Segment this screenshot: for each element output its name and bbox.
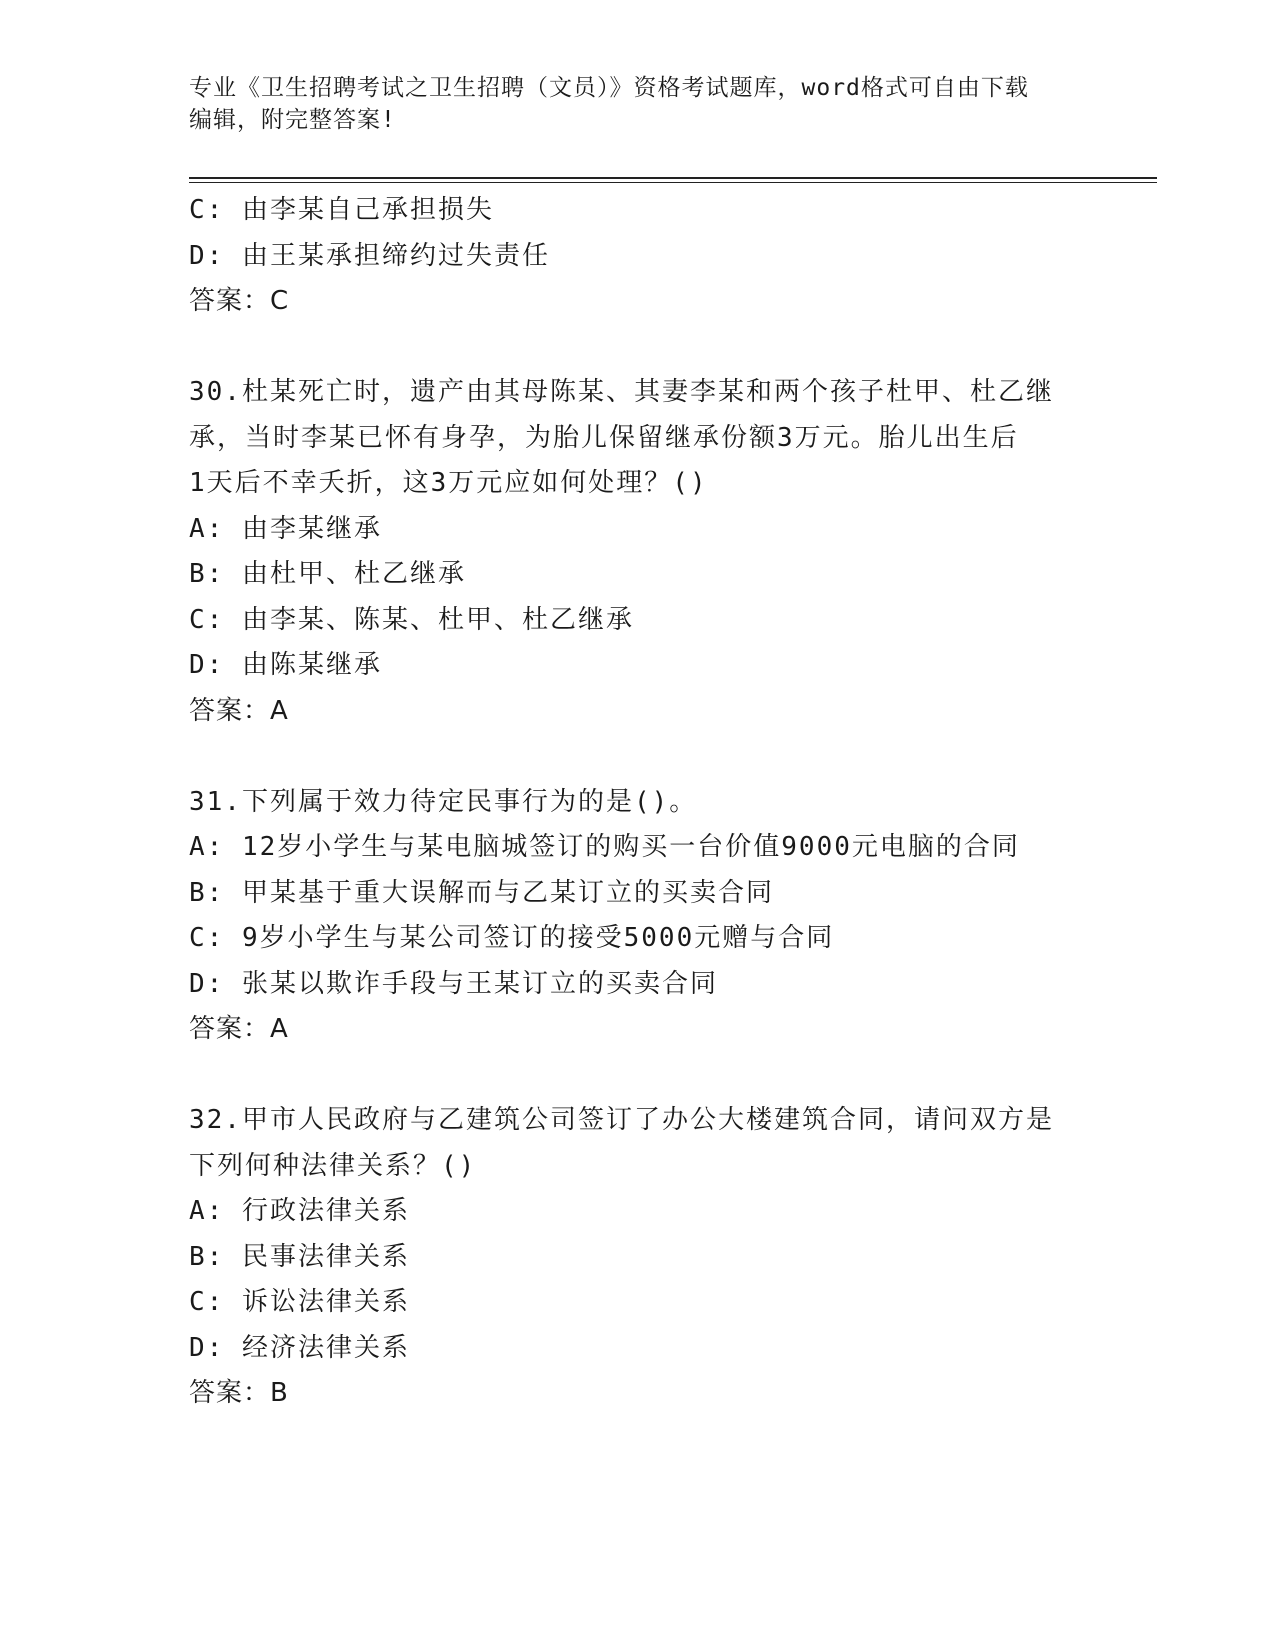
document-header <box>189 72 1089 136</box>
question-stem-line: 30.杜某死亡时，遗产由其母陈某、其妻李某和两个孩子杜甲、杜乙继 <box>189 377 1054 407</box>
option-d: D: 由陈某继承 <box>189 650 382 680</box>
question-30 <box>189 370 1089 734</box>
answer: 答案：C <box>189 286 290 316</box>
answer: 答案：A <box>189 1014 289 1044</box>
question-stem-line: 32.甲市人民政府与乙建筑公司签订了办公大楼建筑合同，请问双方是 <box>189 1105 1054 1135</box>
option-c: C: 由李某自己承担损失 <box>189 195 494 225</box>
header-divider-thin <box>189 182 1157 183</box>
spacer <box>189 734 1089 780</box>
spacer <box>189 1053 1089 1099</box>
option-d: D: 经济法律关系 <box>189 1332 410 1363</box>
header-divider-thick <box>189 177 1157 179</box>
option-a: A: 由李某继承 <box>189 513 382 544</box>
option-c: C: 诉讼法律关系 <box>189 1287 410 1317</box>
question-32 <box>189 1098 1089 1417</box>
question-stem-line: 下列何种法律关系？() <box>189 1150 477 1181</box>
answer: 答案：A <box>189 695 289 726</box>
question-stem-line: 31.下列属于效力待定民事行为的是()。 <box>189 786 698 817</box>
question-list <box>189 188 1089 1417</box>
answer: 答案：B <box>189 1378 289 1408</box>
option-b: B: 民事法律关系 <box>189 1241 410 1272</box>
option-c: C: 由李某、陈某、杜甲、杜乙继承 <box>189 604 634 635</box>
question-stem-line: 1天后不幸夭折，这3万元应如何处理？() <box>189 468 708 498</box>
question-29-tail <box>189 188 1089 325</box>
question-31 <box>189 780 1089 1053</box>
question-stem-line: 承，当时李某已怀有身孕，为胎儿保留继承份额3万元。胎儿出生后 <box>189 422 1019 453</box>
option-d: D: 由王某承担缔约过失责任 <box>189 240 550 271</box>
spacer <box>189 325 1089 371</box>
option-a: A: 12岁小学生与某电脑城签订的购买一台价值9000元电脑的合同 <box>189 832 1020 862</box>
header-line-1: 专业《卫生招聘考试之卫生招聘（文员）》资格考试题库，word格式可自由下载 <box>189 75 1029 101</box>
option-d: D: 张某以欺诈手段与王某订立的买卖合同 <box>189 968 718 999</box>
option-a: A: 行政法律关系 <box>189 1196 410 1226</box>
header-line-2: 编辑，附完整答案! <box>189 107 396 133</box>
option-b: B: 由杜甲、杜乙继承 <box>189 559 466 589</box>
option-c: C: 9岁小学生与某公司签订的接受5000元赠与合同 <box>189 923 835 953</box>
option-b: B: 甲某基于重大误解而与乙某订立的买卖合同 <box>189 877 774 908</box>
